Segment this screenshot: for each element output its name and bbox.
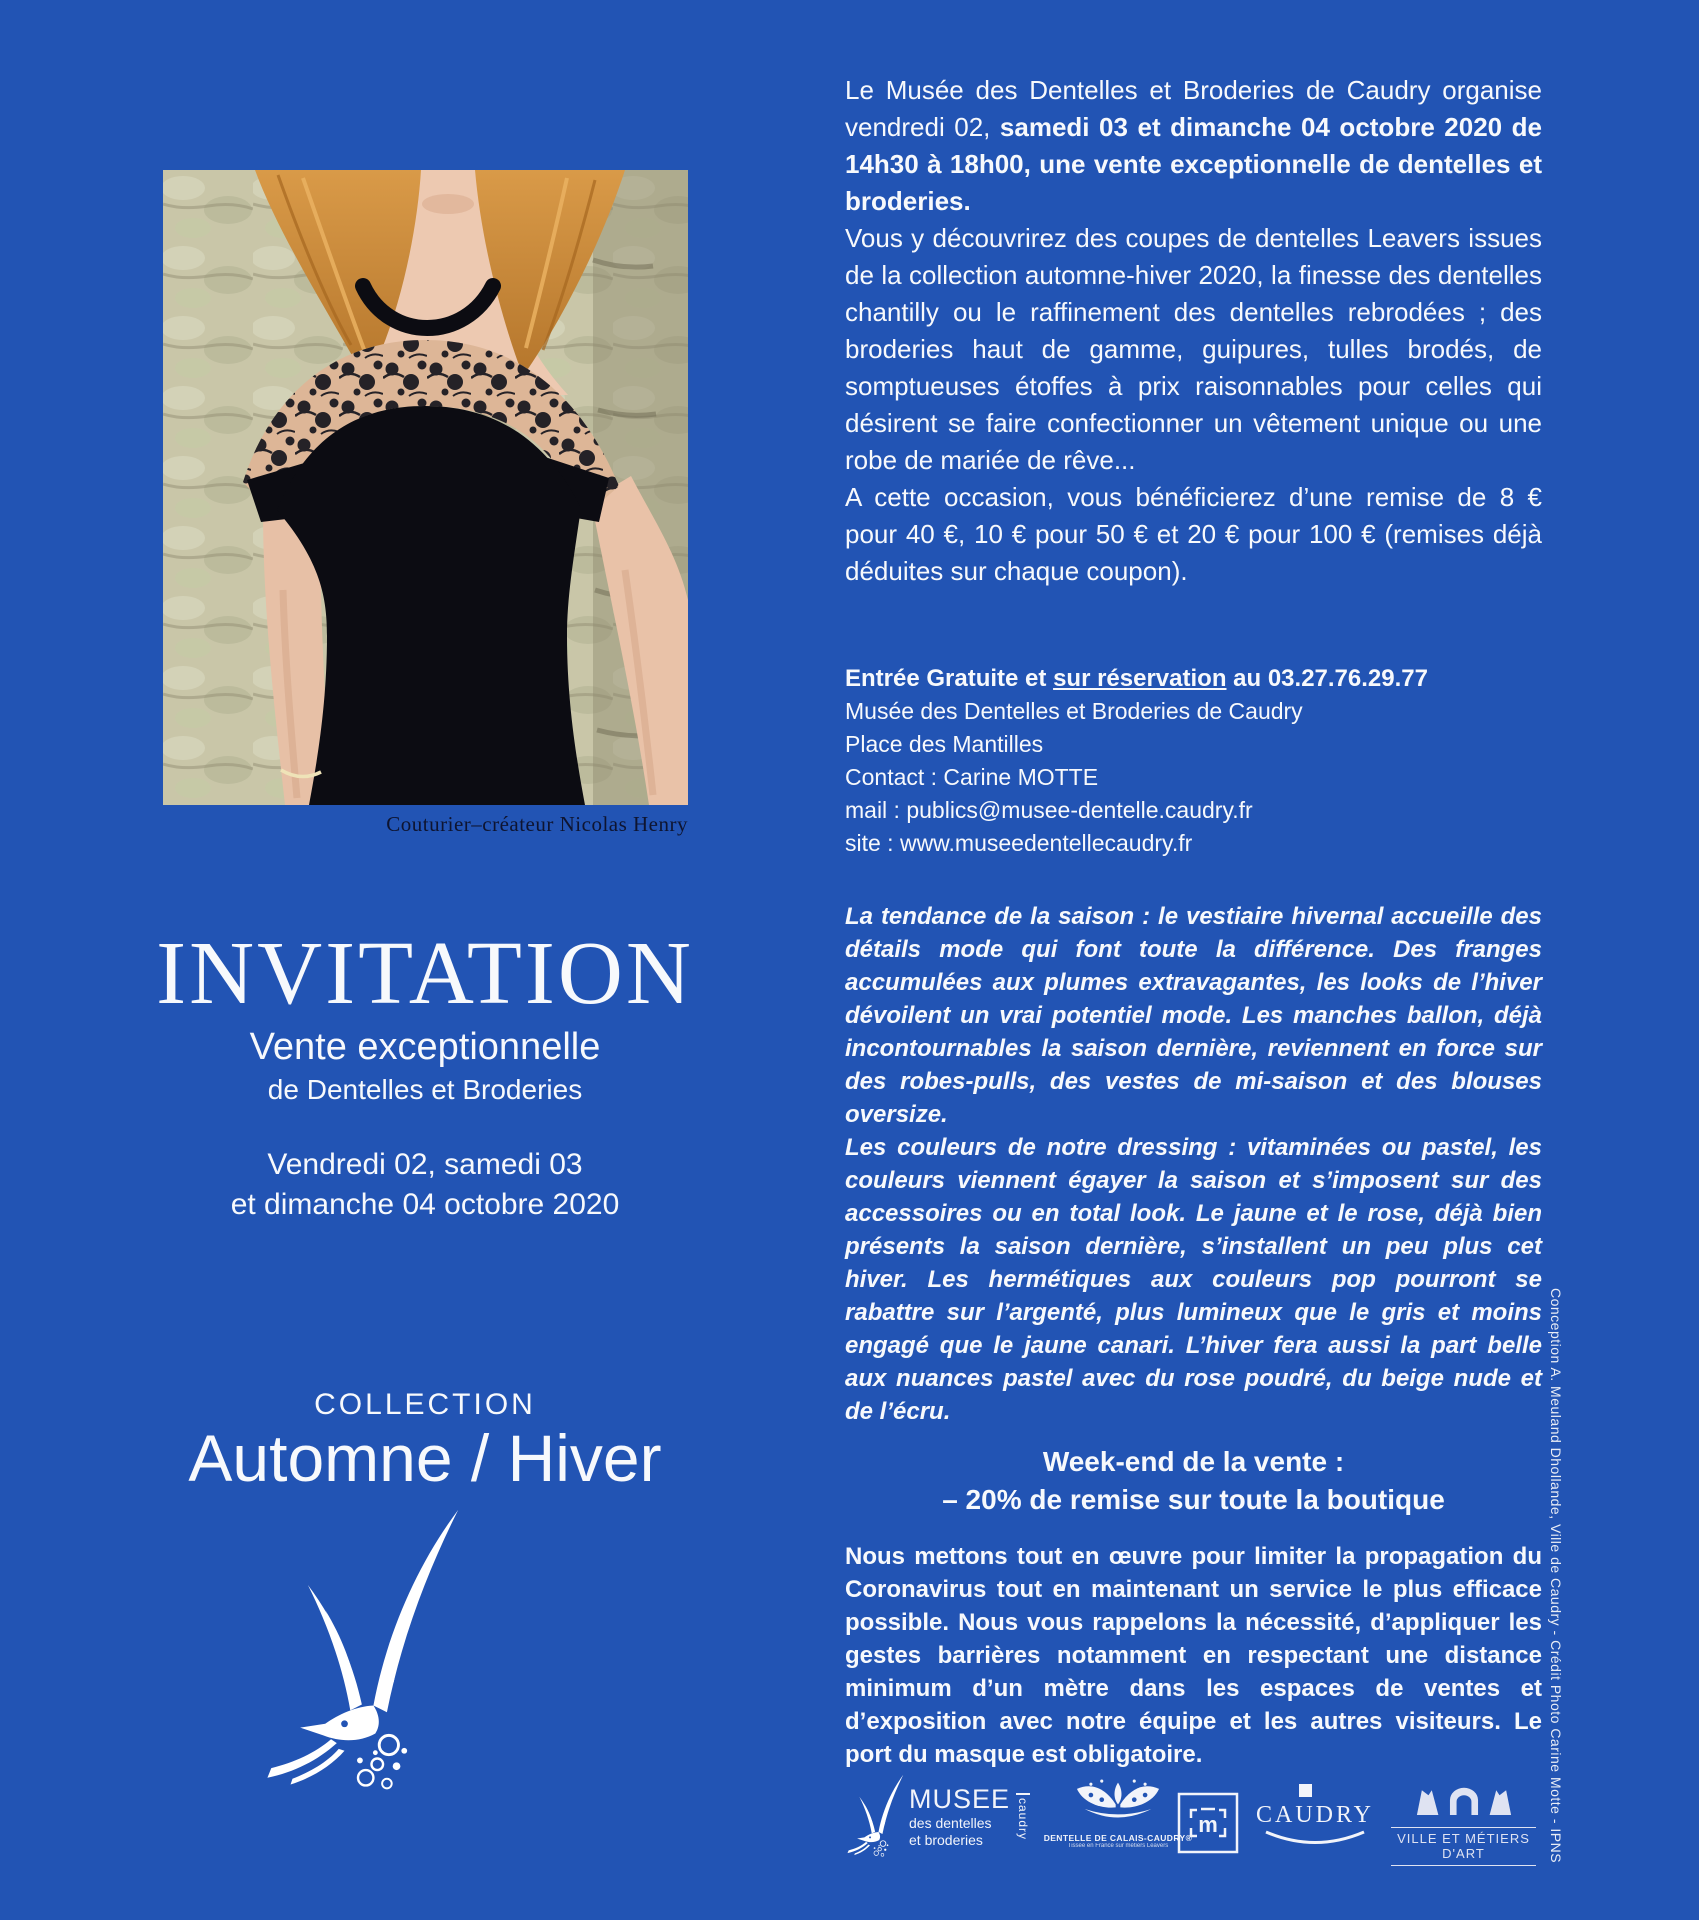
collection-label: COLLECTION [314, 1388, 536, 1421]
sale-subtitle: Vente exceptionnelle [249, 1026, 601, 1068]
invitation-title: INVITATION [156, 924, 694, 1023]
intro-p1-bold: samedi 03 et dimanche 04 octobre 2020 de 14h30 à 18h00, une vente exceptionnelle de dentelles et broderies. [845, 112, 1542, 216]
contact-email: mail : publics@musee-dentelle.caudry.fr [845, 797, 1253, 823]
photo-credit-caption: Couturier–créateur Nicolas Henry [386, 812, 688, 836]
musee-logo-line1: MUSEE [909, 1784, 1011, 1814]
lace-crest-icon [1063, 1778, 1173, 1826]
fashion-trend-block [845, 900, 1542, 1428]
sale-subtitle-2: de Dentelles et Broderies [267, 1074, 583, 1105]
caudry-logo-arc [1260, 1829, 1370, 1849]
weekend-promo-line1: Week-end de la vente : [1042, 1446, 1345, 1477]
intro-paragraph-1 [845, 72, 1542, 220]
covid-notice: Nous mettons tout en œuvre pour limiter la propagation du Coronavirus tout en maintenant un service le plus efficace possible. Nous vous rappelons la nécessité, d’appliquer les gestes barrières notamment en respectant une distance minimum d’un mètre dans les espaces de ventes et d’exposition avec notre équipe et les autres visiteurs. Le port du masque est obligatoire. [845, 1543, 1542, 1768]
crowns-icon [1409, 1782, 1519, 1820]
dentelle-calais-caudry-logo [1043, 1778, 1193, 1849]
contact-website: site : www.museedentellecaudry.fr [845, 830, 1193, 856]
collection-season: Automne / Hiver [188, 1421, 662, 1495]
musee-logo-line2: des dentelles [909, 1815, 992, 1831]
sale-dates [78, 1145, 772, 1225]
musee-logo-caudry-vertical: caudry [1016, 1793, 1030, 1840]
calais-logo-tagline: Tissée en France sur métiers Leavers [1067, 1843, 1169, 1849]
caudry-logo-word: CAUDRY [1255, 1802, 1375, 1828]
museum-address: Place des Mantilles [845, 731, 1044, 757]
musee-logo-line3: et broderies [909, 1832, 983, 1848]
weekend-promo [845, 1443, 1542, 1519]
contact-person: Contact : Carine MOTTE [845, 764, 1099, 790]
reservation-line-start: Entrée Gratuite et [845, 665, 1054, 692]
model-photo [163, 170, 688, 805]
trend-paragraph-1: La tendance de la saison : le vestiaire hivernal accueille des détails mode qui font toute la différence. Des franges accumulées aux plumes extravagantes, les looks de l’hiver dévoilent un vrai potentiel mode. Les manches ballon, déjà incontournables la saison dernière, reviennent en force sur des robes-pulls, des vestes de mi-saison et des blouses oversize. [845, 903, 1542, 1128]
caudry-logo-square [1299, 1784, 1312, 1797]
model-photo-illustration [163, 170, 688, 805]
intro-paragraphs [845, 72, 1542, 590]
musee-logo-text [909, 1786, 1010, 1847]
credits-vertical-text: Conception A. Meuland Dhollande, Ville de Caudry - Crédit Photo Carine Motte - IPNS [1548, 1288, 1564, 1864]
intro-p1-regular: Le Musée des Dentelles et Broderies de Caudry organise vendredi 02, [845, 75, 1542, 142]
intro-paragraph-2: Vous y découvrirez des coupes de dentelles Leavers issues de la collection automne-hiver 2020, la finesse des dentelles chantilly ou le raffinement des dentelles rebrodées ; des broderies haut de gamme, guipures, tulles brodés, de somptueuses étoffes à prix raisonnables pour celles qui désirent se faire confectionner un vêtement unique ou une robe de mariée de rêve... [845, 223, 1542, 475]
reservation-phone: au 03.27.76.29.77 [1226, 665, 1428, 692]
sale-dates-line1: Vendredi 02, samedi 03 [267, 1148, 583, 1181]
m-square-logo [1177, 1792, 1239, 1854]
ville-metiers-art-logo [1391, 1782, 1536, 1866]
reservation-line [845, 662, 1542, 695]
partner-logos [843, 1772, 1543, 1872]
contact-block [845, 662, 1542, 860]
calais-logo-name: DENTELLE DE CALAIS-CAUDRY® [1043, 1833, 1193, 1843]
sale-dates-line2: et dimanche 04 octobre 2020 [230, 1188, 620, 1221]
musee-dentelles-logo [843, 1774, 1030, 1859]
musee-bird-icon [843, 1774, 905, 1859]
ville-logo-text: VILLE ET MÉTIERS D'ART [1391, 1827, 1536, 1866]
trend-paragraph-2: Les couleurs de notre dressing : vitaminées ou pastel, les couleurs viennent égayer la saison et s’imposent sur des accessoires ou en total look. Le jaune et le rose, déjà bien présents la saison dernière, s’installent un peu plus cet hiver. Les hermétiques aux couleurs pop pourront se rabattre sur l’argenté, plus lumineux que le gris et moins engagé que le jaune canari. L’hiver fera aussi la part belle aux nuances pastel avec du rose poudré, du beige nude et de l’écru. [845, 1134, 1542, 1425]
reservation-underlined: sur réservation [1053, 665, 1227, 692]
caudry-city-logo [1255, 1786, 1375, 1854]
intro-paragraph-3: A cette occasion, vous bénéficierez d’une remise de 8 € pour 40 €, 10 € pour 50 € et 20 € pour 100 € (remises déjà déduites sur chaque coupon). [845, 482, 1542, 586]
museum-name: Musée des Dentelles et Broderies de Caudry [845, 698, 1303, 724]
weekend-promo-line2: – 20% de remise sur toute la boutique [942, 1484, 1445, 1515]
m-square-icon [1177, 1792, 1239, 1854]
m-logo-letter: m [1198, 1812, 1218, 1837]
lace-bird-icon [252, 1505, 464, 1800]
